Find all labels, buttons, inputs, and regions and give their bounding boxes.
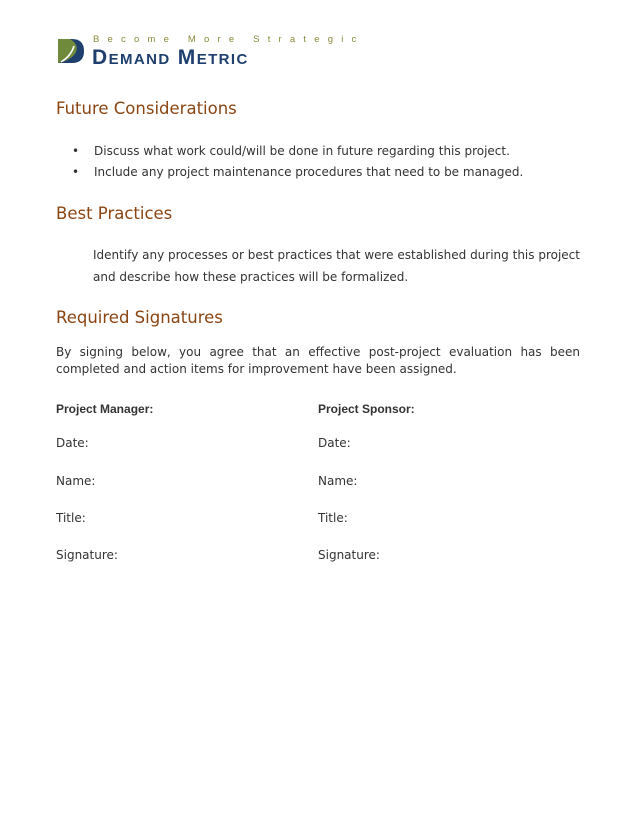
heading-required-signatures: Required Signatures	[56, 308, 223, 327]
signatures-text: By signing below, you agree that an effective post-project evaluation has been completed and action items for improvement have been assigned.	[56, 345, 580, 376]
best-practices-text: Identify any processes or best practices that were established during this project and describe how these practices will be formalized.	[93, 248, 580, 284]
heading-future-considerations: Future Considerations	[56, 99, 237, 118]
heading-best-practices: Best Practices	[56, 204, 173, 223]
list-item	[56, 142, 523, 163]
bullet-text: Include any project maintenance procedures that need to be managed.	[94, 165, 524, 179]
list-item	[56, 163, 523, 184]
logo-mark-icon	[56, 36, 86, 66]
sponsor-name-field: Name:	[318, 474, 358, 488]
future-bullet-list	[56, 142, 523, 184]
sponsor-title-field: Title:	[318, 511, 348, 525]
bullet-icon: •	[72, 144, 80, 158]
project-sponsor-label: Project Sponsor:	[318, 402, 415, 416]
sponsor-signature-field: Signature:	[318, 548, 380, 562]
manager-title-field: Title:	[56, 511, 86, 525]
bullet-icon: •	[72, 165, 80, 179]
company-logo	[56, 32, 365, 72]
project-manager-label: Project Manager:	[56, 402, 154, 416]
manager-name-field: Name:	[56, 474, 96, 488]
logo-tagline: Become More Strategic	[93, 34, 365, 45]
manager-signature-field: Signature:	[56, 548, 118, 562]
sponsor-date-field: Date:	[318, 436, 351, 450]
manager-date-field: Date:	[56, 436, 89, 450]
logo-name: Demand Metric	[92, 46, 249, 69]
bullet-text: Discuss what work could/will be done in future regarding this project.	[94, 144, 510, 158]
